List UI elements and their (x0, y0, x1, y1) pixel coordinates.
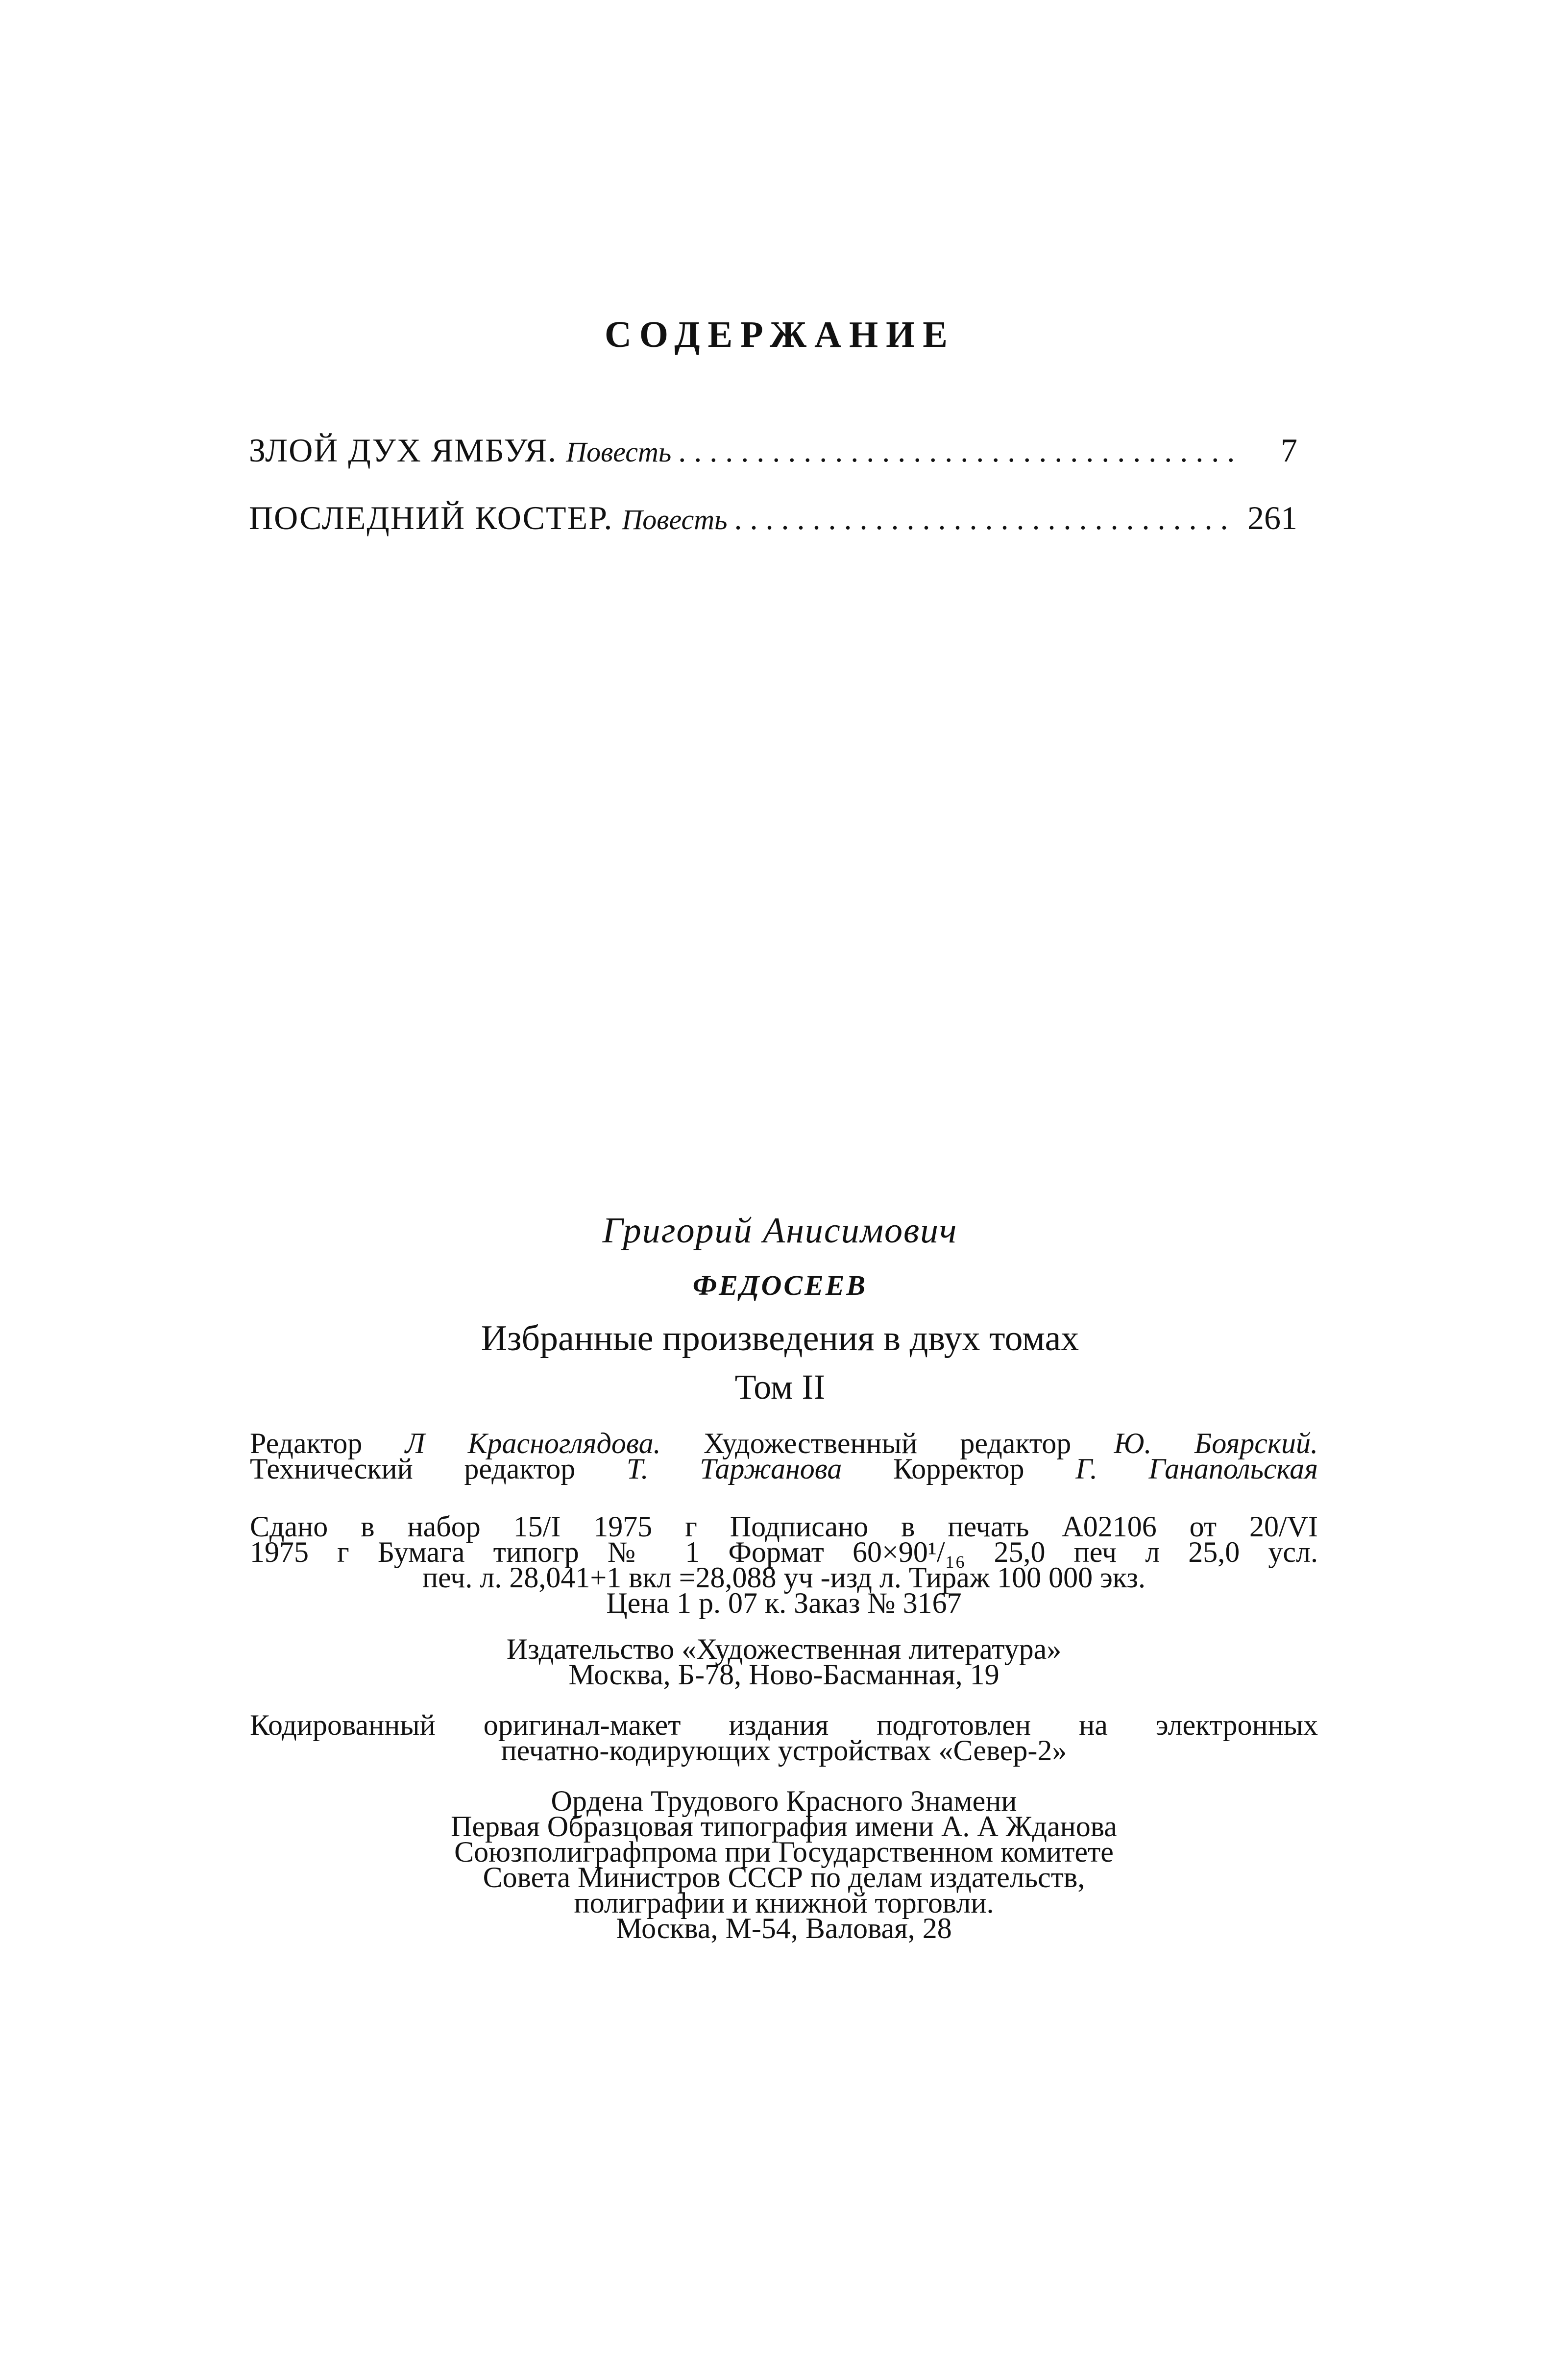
editor-label: Редактор (250, 1427, 363, 1459)
toc-leader-dots (678, 433, 1237, 469)
editor-name: Л Красноглядова. (405, 1427, 661, 1459)
printer-line: Ордена Трудового Красного Знамени (551, 1785, 1017, 1817)
toc-entry-genre: Повесть (622, 504, 728, 535)
printer-line: Совета Министров СССР по делам издательств, (483, 1861, 1085, 1894)
print-data-line: Цена 1 р. 07 к. Заказ № 3167 (606, 1587, 962, 1619)
author-name: Григорий Анисимович (602, 1211, 958, 1251)
printer-block (250, 1785, 1318, 1944)
book-title: Избранные произведения в двух томах (481, 1318, 1079, 1359)
toc-entry-page: 261 (1247, 499, 1297, 536)
print-data-block (250, 1510, 1318, 1619)
art-editor-name: Ю. Боярский. (1114, 1427, 1318, 1459)
toc-entry-genre: Повесть (566, 436, 672, 468)
printer-line: Союзполиграфпрома при Государственном комитете (454, 1836, 1114, 1868)
author-surname: ФЕДОСЕЕВ (692, 1269, 868, 1301)
toc-leader-dots (734, 501, 1237, 537)
toc-entry-page: 7 (1281, 432, 1297, 469)
art-editor-label: Художественный редактор (703, 1427, 1072, 1459)
coding-line: печатно-кодирующих устройствах «Север-2» (501, 1734, 1067, 1767)
publisher-block (250, 1633, 1318, 1691)
printer-line: полиграфии и книжной торговли. (574, 1887, 994, 1919)
toc-entry-title: ЗЛОЙ ДУХ ЯМБУЯ. (249, 432, 558, 469)
print-data-line: 1975 г Бумага типогр № 1 Формат 60×90¹/₁₆ 25,0 печ л 25,0 усл. (250, 1536, 1318, 1568)
printer-line: Москва, М-54, Валовая, 28 (616, 1912, 952, 1944)
toc-entry (249, 499, 1297, 538)
proofreader-name: Г. Ганапольская (1075, 1453, 1318, 1485)
coding-block (250, 1709, 1318, 1767)
publisher-line: Издательство «Художественная литература» (506, 1633, 1062, 1665)
toc-heading: СОДЕРЖАНИЕ (605, 314, 955, 355)
tech-editor-name: Т. Таржанова (626, 1453, 842, 1485)
print-data-line: печ. л. 28,041+1 вкл =28,088 уч -изд л. Тираж 100 000 экз. (422, 1561, 1146, 1594)
toc-entry-title: ПОСЛЕДНИЙ КОСТЕР. (249, 499, 613, 536)
proofreader-label: Корректор (893, 1453, 1024, 1485)
coding-line: Кодированный оригинал-макет издания подготовлен на электронных (250, 1709, 1318, 1741)
publisher-line: Москва, Б-78, Ново-Басманная, 19 (568, 1658, 999, 1691)
toc-entry (249, 431, 1297, 470)
print-data-line: Сдано в набор 15/I 1975 г Подписано в печать А02106 от 20/VI (250, 1510, 1318, 1543)
volume-number: Том II (734, 1367, 826, 1407)
editors-line (250, 1453, 1318, 1485)
tech-editor-label: Технический редактор (250, 1453, 576, 1485)
printer-line: Первая Образцовая типография имени А. А Жданова (451, 1810, 1117, 1843)
editors-block (250, 1427, 1318, 1485)
